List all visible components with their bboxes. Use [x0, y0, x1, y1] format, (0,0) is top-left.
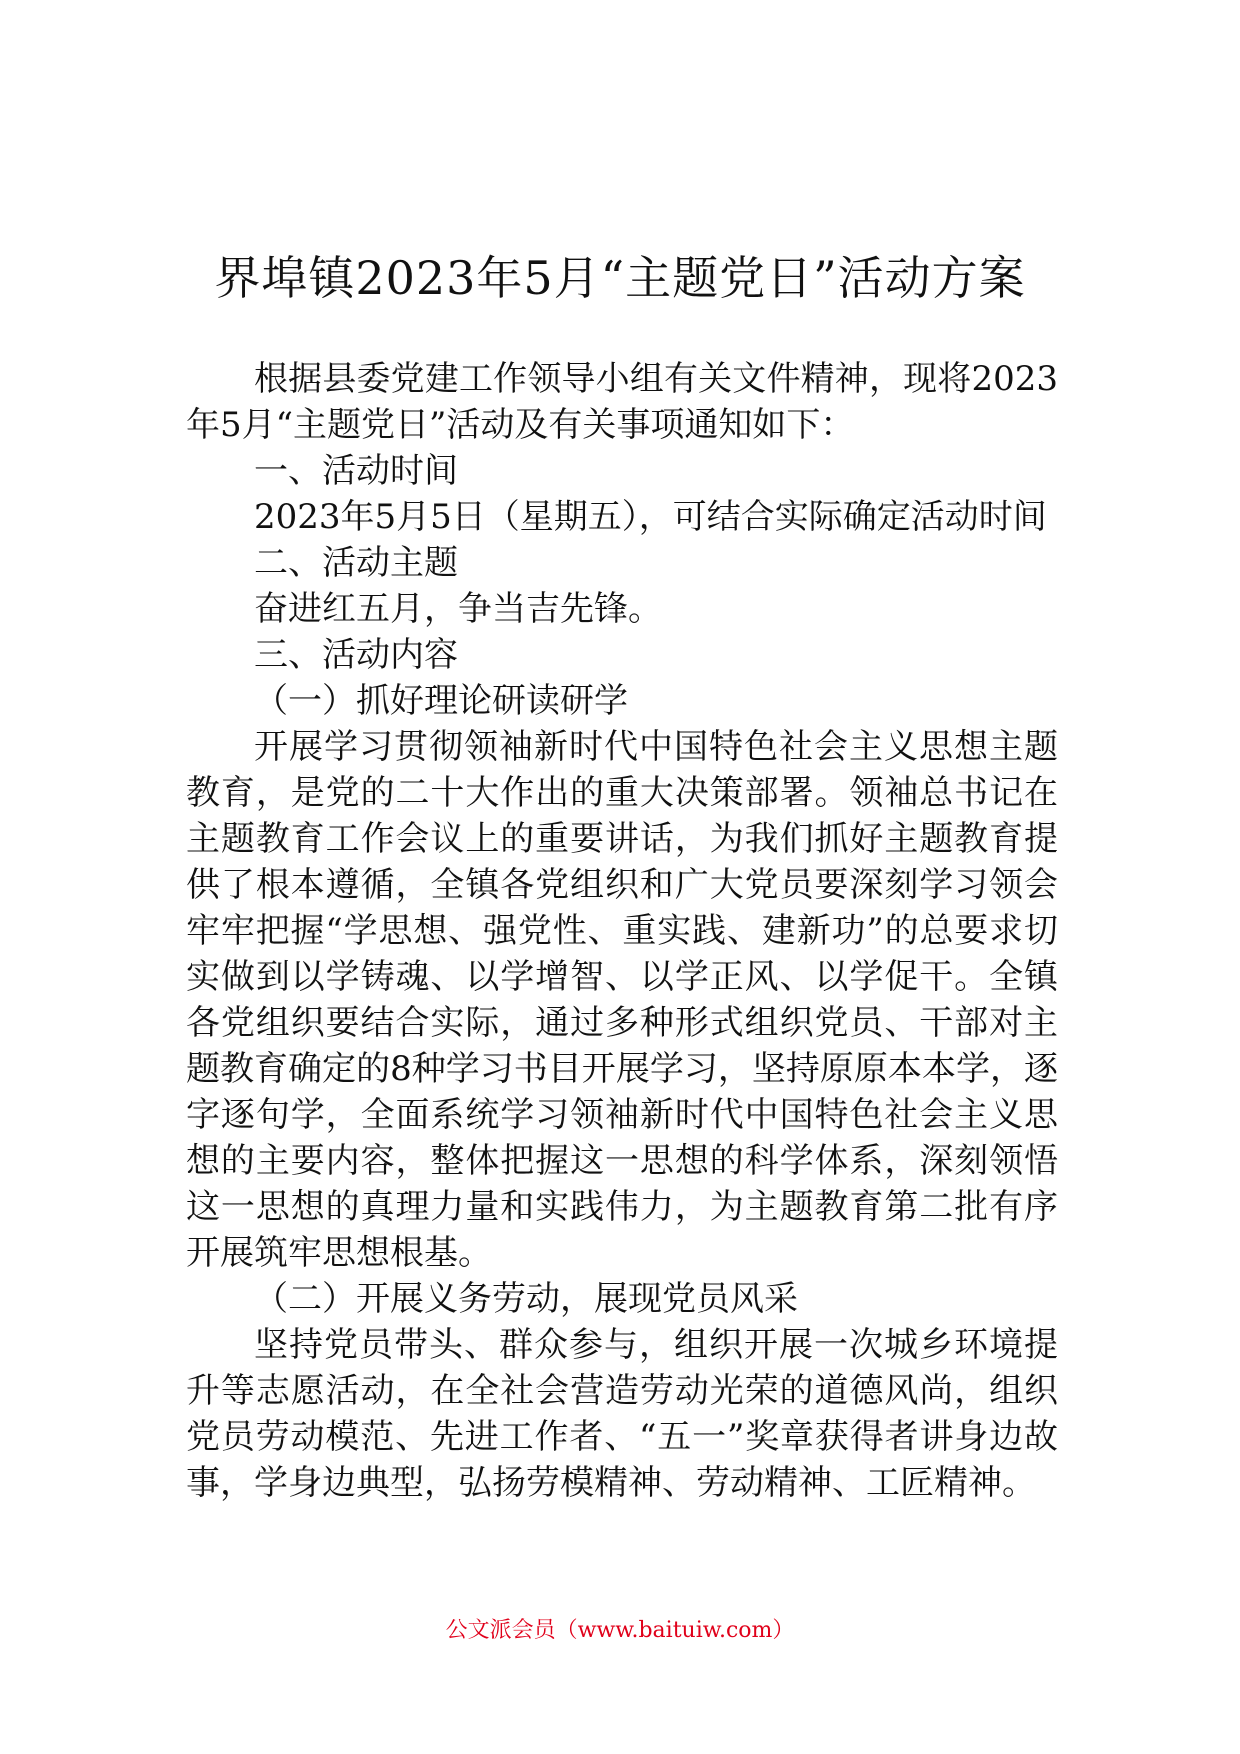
time-paragraph: 2023年5月5日（星期五），可结合实际确定活动时间	[254, 497, 1047, 537]
volunteer-labor-paragraph: 坚持党员带头、群众参与，组织开展一次城乡环境提升等志愿活动，在全社会营造劳动光荣的道德风尚，组织党员劳动模范、先进工作者、“五一”奖章获得者讲身边故事，学身边典型，弘扬劳模精神、劳动精神、工匠精神。	[186, 1325, 1058, 1503]
document-title: 界埠镇2023年5月“主题党日”活动方案	[214, 251, 1026, 305]
section-heading-time: 一、活动时间	[254, 451, 458, 491]
subheading-volunteer-labor: （二）开展义务劳动，展现党员风采	[254, 1279, 798, 1319]
section-heading-content: 三、活动内容	[254, 635, 458, 675]
document-body	[186, 356, 1058, 1506]
intro-paragraph: 根据县委党建工作领导小组有关文件精神，现将2023年5月“主题党日”活动及有关事项通知如下：	[186, 359, 1058, 445]
subheading-theory-study: （一）抓好理论研读研学	[254, 681, 628, 721]
theme-paragraph: 奋进红五月，争当吉先锋。	[254, 589, 662, 629]
theory-study-paragraph: 开展学习贯彻领袖新时代中国特色社会主义思想主题教育，是党的二十大作出的重大决策部署。领袖总书记在主题教育工作会议上的重要讲话，为我们抓好主题教育提供了根本遵循，全镇各党组织和广大党员要深刻学习领会牢牢把握“学思想、强党性、重实践、建新功”的总要求切实做到以学铸魂、以学增智、以学正风、以学促干。全镇各党组织要结合实际，通过多种形式组织党员、干部对主题教育确定的8种学习书目开展学习，坚持原原本本学，逐字逐句学，全面系统学习领袖新时代中国特色社会主义思想的主要内容，整体把握这一思想的科学体系，深刻领悟这一思想的真理力量和实践伟力，为主题教育第二批有序开展筑牢思想根基。	[186, 727, 1058, 1273]
footer-watermark: 公文派会员（www.baituiw.com）	[445, 1618, 795, 1643]
section-heading-theme: 二、活动主题	[254, 543, 458, 583]
